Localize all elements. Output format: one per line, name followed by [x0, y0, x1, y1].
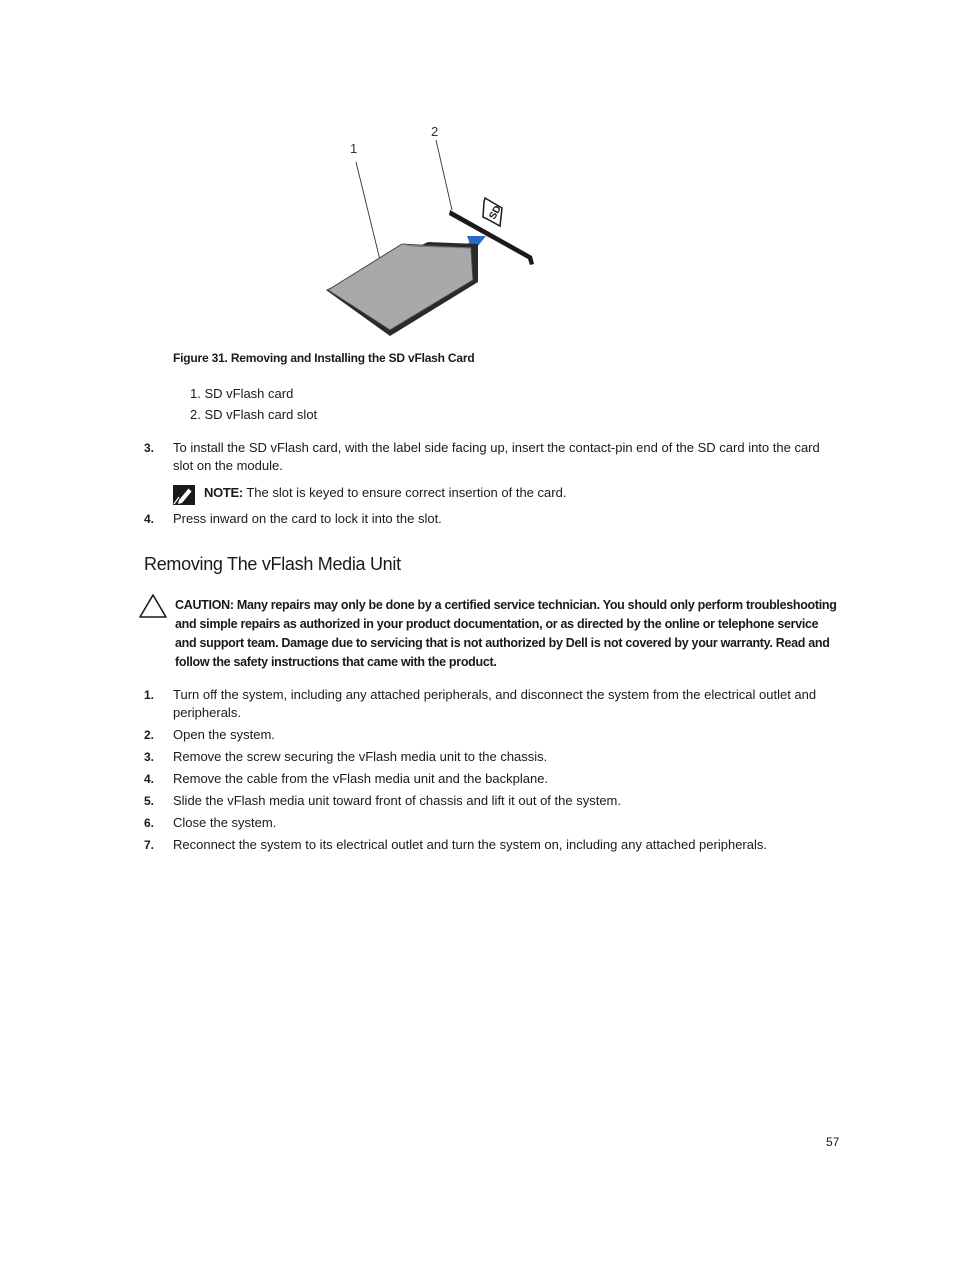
figure-caption: Figure 31. Removing and Installing the SD vFlash Card	[173, 351, 475, 365]
leader-line-1	[356, 162, 380, 260]
step-text: To install the SD vFlash card, with the label side facing up, insert the contact-pin end of the SD card into the card slot on the module.	[173, 440, 820, 473]
figure-legend	[190, 383, 317, 425]
step-number: 2.	[144, 728, 155, 742]
caution-triangle-icon	[138, 593, 168, 619]
note-body: The slot is keyed to ensure correct insertion of the card.	[242, 485, 567, 500]
legend-item-sd-vflash-card: 1. SD vFlash card	[190, 386, 294, 401]
section-heading: Removing The vFlash Media Unit	[144, 554, 401, 574]
step-number: 5.	[144, 794, 155, 808]
step-text: Remove the cable from the vFlash media unit and the backplane.	[173, 771, 549, 786]
step-number: 4.	[144, 512, 155, 526]
legend-item-sd-vflash-card-slot: 2. SD vFlash card slot	[190, 407, 318, 422]
step-text: Open the system.	[173, 727, 275, 742]
note-label: NOTE:	[204, 485, 243, 500]
step-number: 4.	[144, 772, 155, 786]
step-text: Turn off the system, including any attached peripherals, and disconnect the system from the electrical outlet and peripherals.	[173, 687, 817, 720]
svg-text:SD: SD	[487, 203, 504, 222]
step-text: Remove the screw securing the vFlash media unit to the chassis.	[173, 749, 548, 764]
callout-2: 2	[431, 124, 439, 139]
sd-vflash-figure	[318, 118, 548, 338]
leader-line-2	[436, 140, 452, 210]
step-number: 3.	[144, 441, 155, 455]
sd-card-icon	[483, 198, 504, 226]
sd-vflash-card	[328, 244, 473, 330]
step-text: Slide the vFlash media unit toward front of chassis and lift it out of the system.	[173, 793, 621, 808]
callout-1: 1	[350, 141, 358, 156]
pencil-note-icon	[173, 485, 195, 505]
page-number: 57	[826, 1135, 840, 1149]
step-text: Close the system.	[173, 815, 277, 830]
step-number: 1.	[144, 688, 155, 702]
caution-text: CAUTION: Many repairs may only be done by a certified service technician. You should only perform troubleshooting and simple repairs as authorized in your product documentation, or as directed by the online or telephone service and support team. Damage due to servicing that is not authorized by Dell is not covered by your warranty. Read and follow the safety instructions that came with the product.	[175, 598, 837, 669]
step-text: Reconnect the system to its electrical outlet and turn the system on, including any attached peripherals.	[173, 837, 767, 852]
note-text	[204, 484, 566, 502]
step-number: 6.	[144, 816, 155, 830]
step-text: Press inward on the card to lock it into the slot.	[173, 511, 442, 526]
step-number: 7.	[144, 838, 155, 852]
step-number: 3.	[144, 750, 155, 764]
